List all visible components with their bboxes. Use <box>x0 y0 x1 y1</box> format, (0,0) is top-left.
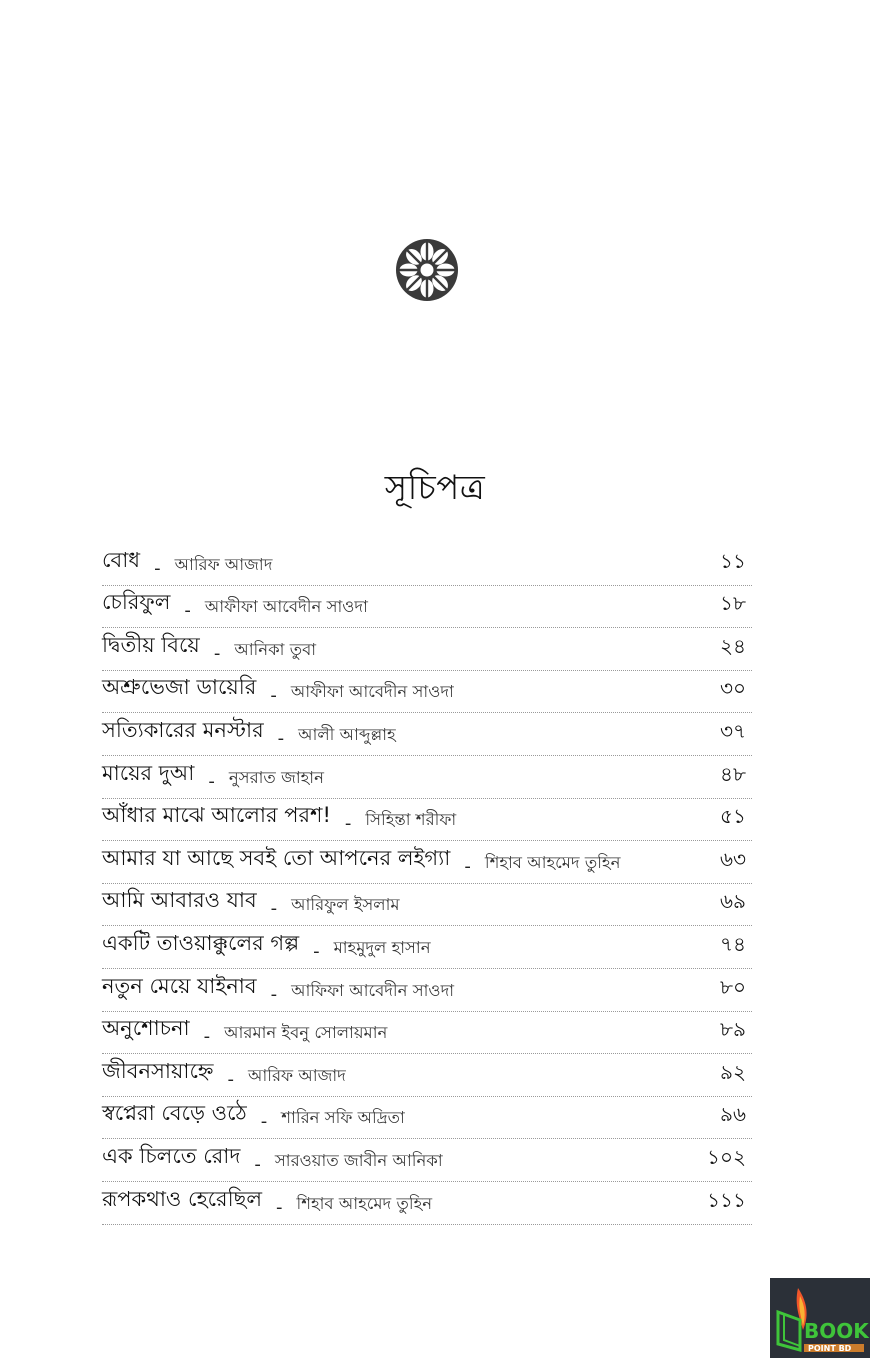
toc-entry-page-number: ৭৪ <box>720 931 746 956</box>
toc-entry-title: সত্যিকারের মনস্টার <box>102 717 264 742</box>
flower-wheel-icon <box>395 238 459 302</box>
toc-entry-author: সারওয়াত জাবীন আনিকা <box>274 1150 443 1170</box>
toc-entry-separator: - <box>275 1196 283 1218</box>
toc-entry-author: আরমান ইবনু সোলায়মান <box>224 1023 388 1043</box>
toc-entry-separator: - <box>260 1111 268 1133</box>
toc-entry-title: আঁধার মাঝে আলোর পরশ! <box>102 803 331 828</box>
toc-entry-author: নুসরাত জাহান <box>228 767 324 787</box>
toc-entry-title: এক চিলতে রোদ <box>102 1143 241 1168</box>
table-of-contents <box>102 543 752 1225</box>
toc-entry-page-number: ৪৮ <box>720 761 746 786</box>
toc-entry <box>102 713 752 756</box>
toc-entry-title: রূপকথাও হেরেছিল <box>102 1186 262 1211</box>
toc-entry-separator: - <box>313 940 320 962</box>
toc-entry-separator: - <box>277 727 285 749</box>
toc-entry-author: শারিন সফি অদ্রিতা <box>281 1108 405 1128</box>
toc-entry-author: সিহিন্তা শরীফা <box>365 810 457 830</box>
toc-entry <box>102 841 752 884</box>
toc-entry-page-number: ৯২ <box>720 1059 746 1084</box>
toc-entry-title: একটি তাওয়াক্কুলের গল্প <box>102 930 300 955</box>
toc-entry-title: আমার যা আছে সবই তো আপনের লইগ্যা <box>102 845 451 870</box>
toc-entry-author: আরিফ আজাদ <box>248 1065 346 1085</box>
toc-entry-title: দ্বিতীয় বিয়ে <box>102 632 200 657</box>
toc-entry-separator: - <box>270 898 278 920</box>
toc-entry-title: অনুশোচনা <box>102 1016 190 1041</box>
toc-entry <box>102 799 752 842</box>
toc-entry-page-number: ৫১ <box>720 804 746 829</box>
toc-entry-author: মাহমুদুল হাসান <box>333 937 431 957</box>
toc-entry-separator: - <box>184 600 191 622</box>
toc-entry <box>102 926 752 969</box>
toc-entry-separator: - <box>203 1026 211 1048</box>
page-title: সূচিপত্র <box>384 468 486 508</box>
svg-text:BOOK: BOOK <box>804 1319 869 1343</box>
toc-entry-page-number: ৬৯ <box>720 889 746 914</box>
toc-entry-separator: - <box>464 855 471 877</box>
toc-entry-title: চেরিফুল <box>102 590 171 615</box>
toc-entry-author: আনিকা তুবা <box>234 639 317 659</box>
toc-entry-page-number: ৩৭ <box>719 718 746 743</box>
toc-entry-separator: - <box>270 685 277 707</box>
toc-entry-page-number: ২৪ <box>720 633 746 658</box>
toc-entry-author: আরিফ আজাদ <box>174 554 273 574</box>
toc-entry-separator: - <box>154 557 161 579</box>
toc-entry-author: আফীফা আবেদীন সাওদা <box>290 682 454 702</box>
toc-entry <box>102 1139 752 1182</box>
toc-entry-title: জীবনসায়াহ্নে <box>102 1058 214 1083</box>
toc-entry-page-number: ৩০ <box>719 676 746 701</box>
toc-entry-author: শিহাব আহমেদ তুহিন <box>484 852 621 872</box>
toc-entry-separator: - <box>213 642 221 664</box>
toc-entry-page-number: ১১১ <box>707 1187 746 1212</box>
toc-entry-title: অশ্রুভেজা ডায়েরি <box>102 675 257 700</box>
toc-entry-page-number: ১১ <box>720 548 746 573</box>
toc-entry-title: আমি আবারও যাব <box>102 888 257 913</box>
toc-entry-title: মায়ের দুআ <box>102 760 195 785</box>
toc-entry-author: আফিফা আবেদীন সাওদা <box>291 980 455 1000</box>
toc-entry <box>102 969 752 1012</box>
toc-entry-page-number: ৮৯ <box>720 1017 746 1042</box>
toc-entry-title: নতুন মেয়ে যাইনাব <box>102 973 257 998</box>
toc-entry-page-number: ৮০ <box>720 974 746 999</box>
toc-entry <box>102 586 752 629</box>
toc-entry-separator: - <box>254 1153 261 1175</box>
toc-entry-page-number: ৬৩ <box>719 846 746 871</box>
toc-entry-page-number: ১০২ <box>707 1144 746 1169</box>
toc-entry-author: শিহাব আহমেদ তুহিন <box>296 1193 433 1213</box>
toc-entry-separator: - <box>227 1068 234 1090</box>
toc-entry-title: স্বপ্নেরা বেড়ে ওঠে <box>102 1101 247 1126</box>
watermark-logo <box>770 1278 870 1358</box>
toc-entry-author: আফীফা আবেদীন সাওদা <box>204 597 368 617</box>
toc-entry-page-number: ৯৬ <box>720 1102 746 1127</box>
toc-entry <box>102 1054 752 1097</box>
toc-entry <box>102 1182 752 1225</box>
toc-entry <box>102 1097 752 1140</box>
toc-entry <box>102 756 752 799</box>
toc-entry-author: আরিফুল ইসলাম <box>291 895 400 915</box>
toc-entry-separator: - <box>270 983 278 1005</box>
toc-entry <box>102 884 752 927</box>
toc-entry-title: বোধ <box>102 547 141 572</box>
toc-entry-author: আলী আব্দুল্লাহ <box>298 724 396 744</box>
toc-entry-separator: - <box>208 770 215 792</box>
svg-text:POINT BD: POINT BD <box>808 1344 852 1353</box>
toc-entry <box>102 671 752 714</box>
toc-entry-separator: - <box>344 813 352 835</box>
toc-entry <box>102 628 752 671</box>
toc-entry <box>102 543 752 586</box>
toc-entry-page-number: ১৮ <box>720 591 746 616</box>
book-flame-logo-icon <box>770 1278 870 1358</box>
toc-entry <box>102 1012 752 1055</box>
